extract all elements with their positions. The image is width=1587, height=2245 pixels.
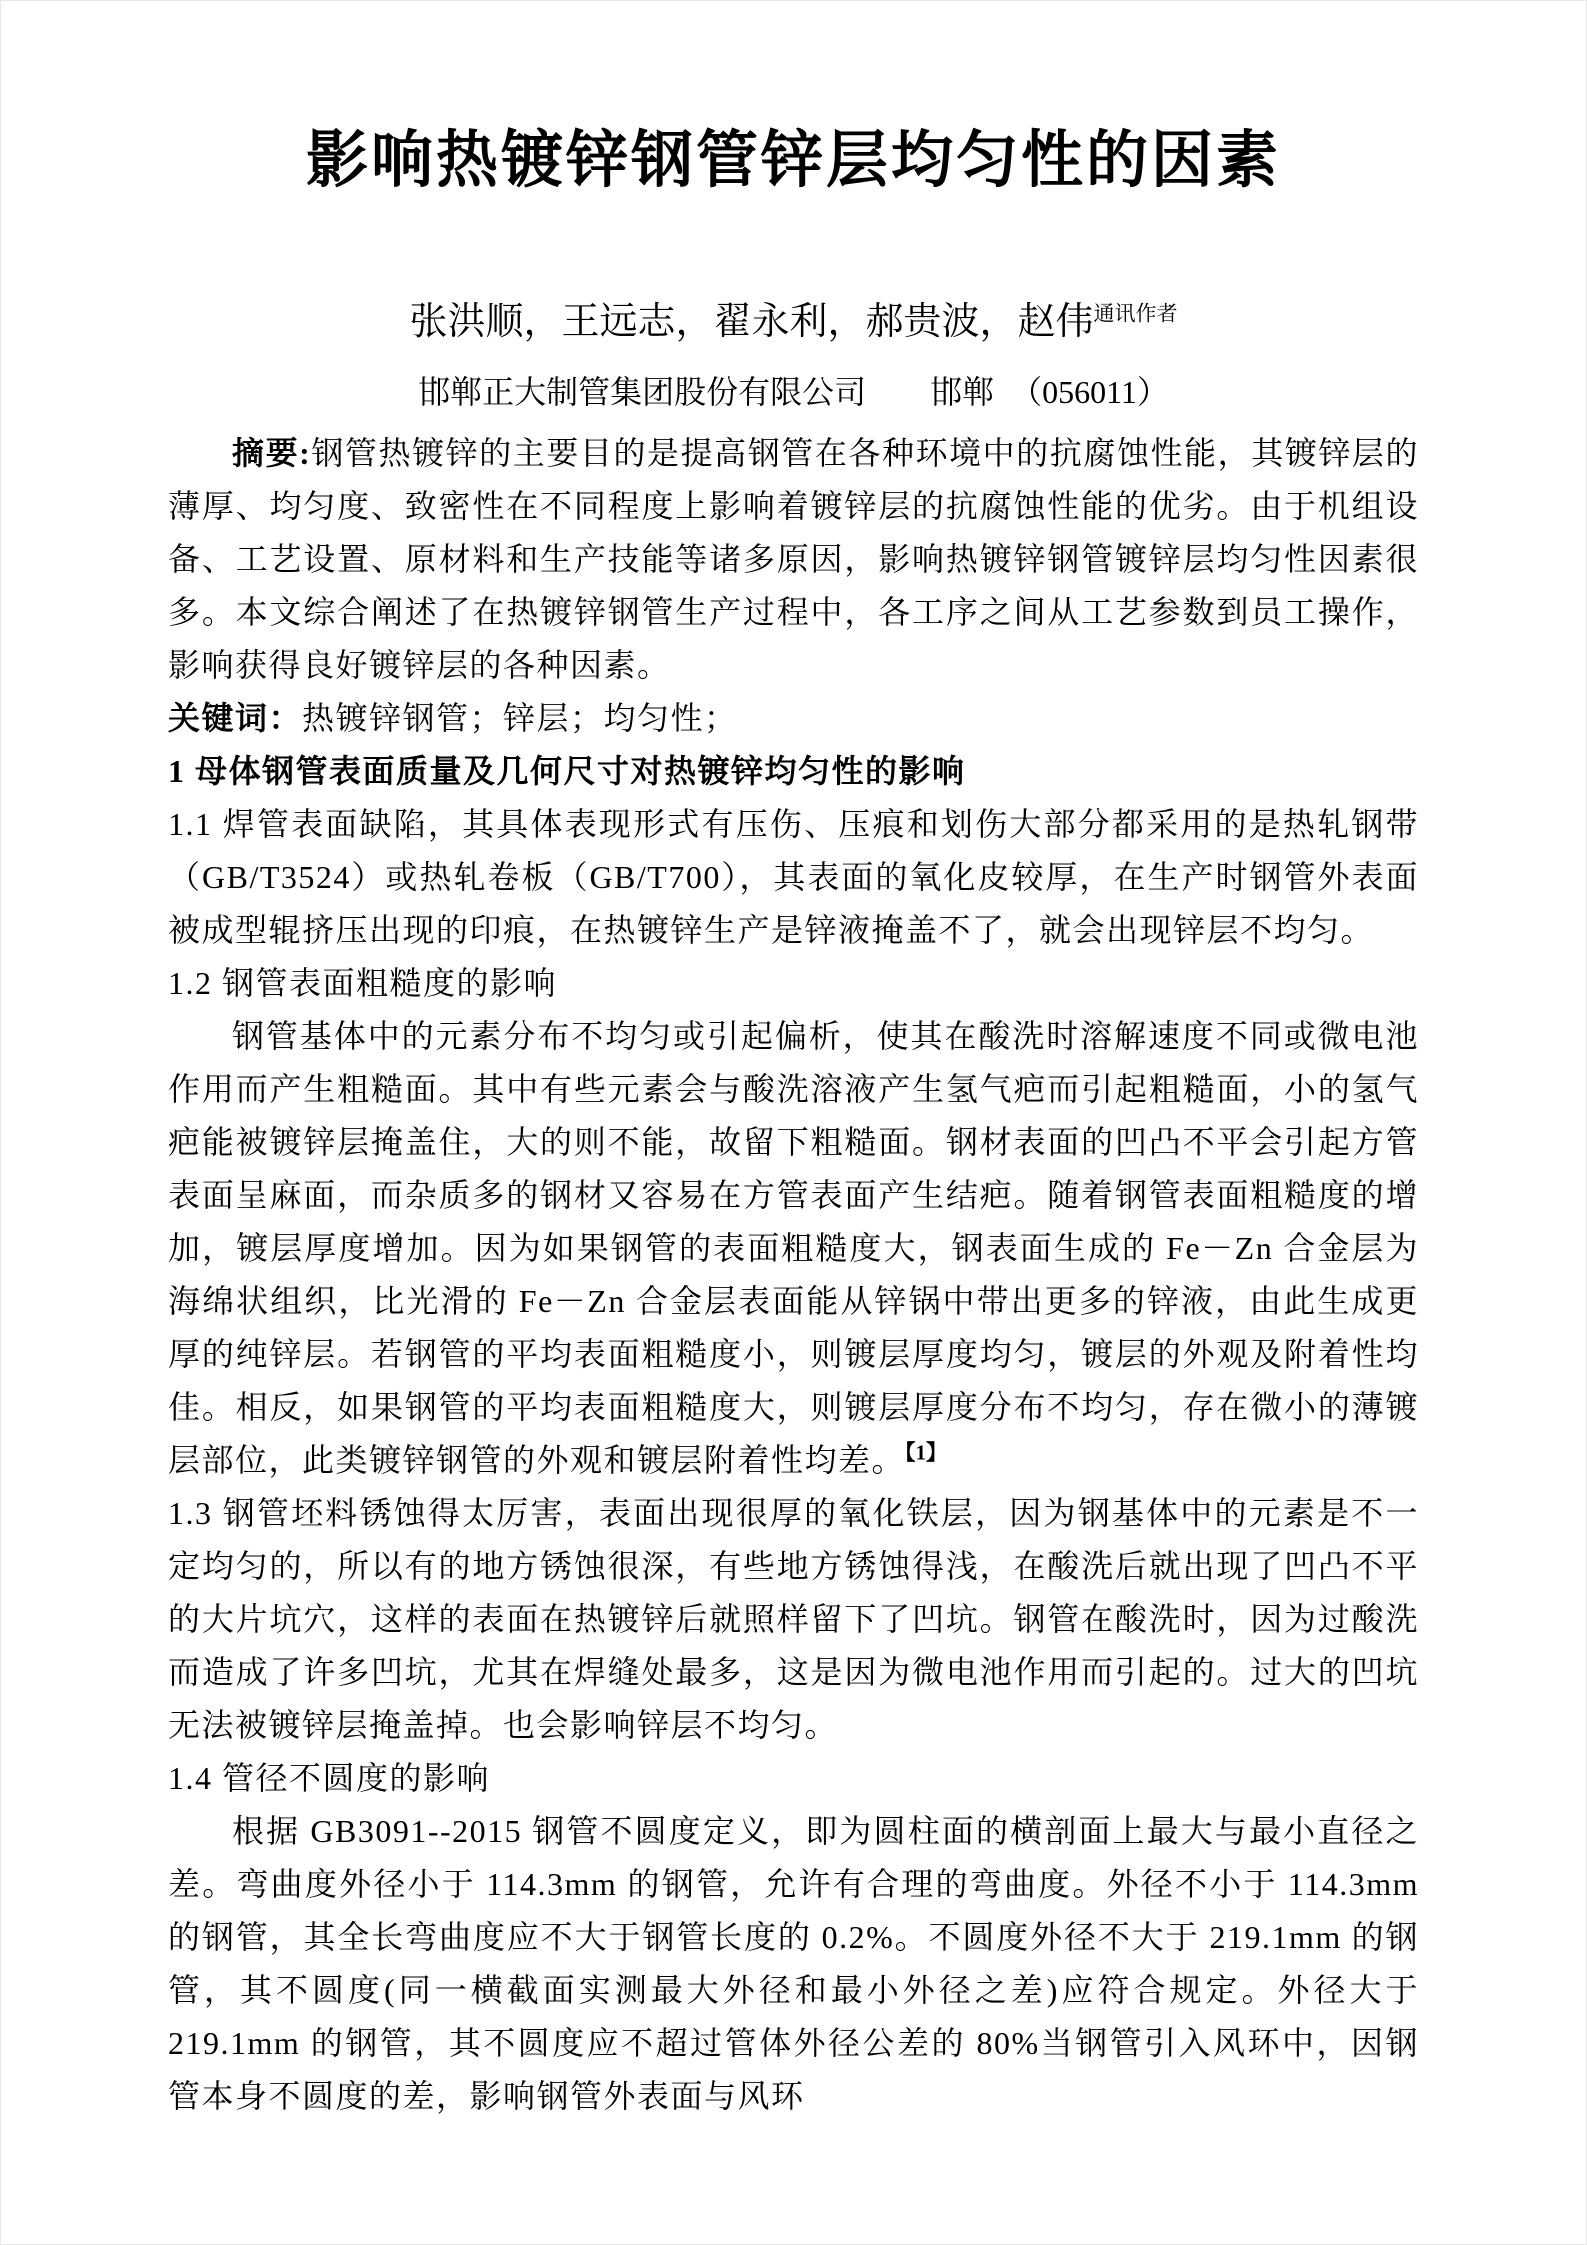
- paper-title: 影响热镀锌钢管锌层均匀性的因素: [305, 127, 1281, 195]
- paragraph-roughness: [168, 1010, 1419, 1487]
- body-text: [168, 427, 1419, 2123]
- keywords-paragraph: [168, 692, 1419, 745]
- document-content: [1, 1, 1586, 2244]
- paragraph-ovality: 根据 GB3091--2015 钢管不圆度定义，即为圆柱面的横剖面上最大与最小直径之差。弯曲度外径小于 114.3mm 的钢管，允许有合理的弯曲度。外径不小于 114.3mm 的钢管，其全长弯曲度应不大于钢管长度的 0.2%。不圆度外径不大于 219.1mm 的钢管，其不圆度(同一横截面实测最大外径和最小外径之差)应符合规定。外径大于 219.1mm 的钢管，其不圆度应不超过管体外径公差的 80%当钢管引入风环中，因钢管本身不圆度的差，影响钢管外表面与风环: [168, 1813, 1419, 2114]
- abstract-paragraph: [168, 427, 1419, 692]
- paragraph-1-1: 1.1 焊管表面缺陷，其具体表现形式有压伤、压痕和划伤大部分都采用的是热轧钢带（GB/T3524）或热轧卷板（GB/T700），其表面的氧化皮较厚，在生产时钢管外表面被成型辊挤压出现的印痕，在热镀锌生产是锌液掩盖不了，就会出现锌层不均匀。: [168, 806, 1419, 948]
- paragraph-roughness-text: 钢管基体中的元素分布不均匀或引起偏析，使其在酸洗时溶解速度不同或微电池作用而产生粗糙面。其中有些元素会与酸洗溶液产生氢气疤而引起粗糙面，小的氢气疤能被镀锌层掩盖住，大的则不能，故留下粗糙面。钢材表面的凹凸不平会引起方管表面呈麻面，而杂质多的钢材又容易在方管表面产生结疤。随着钢管表面粗糙度的增加，镀层厚度增加。因为如果钢管的表面粗糙度大，钢表面生成的 Fe－Zn 合金层为海绵状组织，比光滑的 Fe－Zn 合金层表面能从锌锅中带出更多的锌液，由此生成更厚的纯锌层。若钢管的平均表面粗糙度小，则镀层厚度均匀，镀层的外观及附着性均佳。相反，如果钢管的平均表面粗糙度大，则镀层厚度分布不均匀，存在微小的薄镀层部位，此类镀锌钢管的外观和镀层附着性均差。: [168, 1018, 1419, 1478]
- keywords-text: 热镀锌钢管；锌层；均匀性；: [302, 700, 738, 736]
- paragraph-1-3: 1.3 钢管坯料锈蚀得太厉害，表面出现很厚的氧化铁层，因为钢基体中的元素是不一定均匀的，所以有的地方锈蚀很深，有些地方锈蚀得浅，在酸洗后就出现了凹凸不平的大片坑穴，这样的表面在热镀锌后就照样留下了凹坑。钢管在酸洗时，因为过酸洗而造成了许多凹坑，尤其在焊缝处最多，这是因为微电池作用而引起的。过大的凹坑无法被镀锌层掩盖掉。也会影响锌层不均匀。: [168, 1495, 1419, 1743]
- authors-names: 张洪顺，王远志，翟永利，郝贵波，赵伟: [409, 301, 1094, 343]
- subheading-1-2: 1.2 钢管表面粗糙度的影响: [168, 965, 558, 1001]
- corresponding-author-superscript: 通讯作者: [1093, 301, 1178, 326]
- abstract-text: 钢管热镀锌的主要目的是提高钢管在各种环境中的抗腐蚀性能，其镀锌层的薄厚、均匀度、致密性在不同程度上影响着镀锌层的抗腐蚀性能的优劣。由于机组设备、工艺设置、原材料和生产技能等诸多原因，影响热镀锌钢管镀锌层均匀性因素很多。本文综合阐述了在热镀锌钢管生产过程中，各工序之间从工艺参数到员工操作，影响获得良好镀锌层的各种因素。: [168, 435, 1419, 683]
- keywords-label: 关键词：: [168, 700, 303, 736]
- abstract-label: 摘要:: [232, 435, 312, 471]
- subheading-1-4: 1.4 管径不圆度的影响: [168, 1760, 491, 1796]
- affiliation-line: 邯郸正大制管集团股份有限公司 邯郸 （056011）: [418, 374, 1169, 410]
- authors-line: [168, 299, 1419, 345]
- reference-marker-1: 【1】: [905, 1440, 948, 1465]
- section-1-heading: 1 母体钢管表面质量及几何尺寸对热镀锌均匀性的影响: [168, 753, 966, 789]
